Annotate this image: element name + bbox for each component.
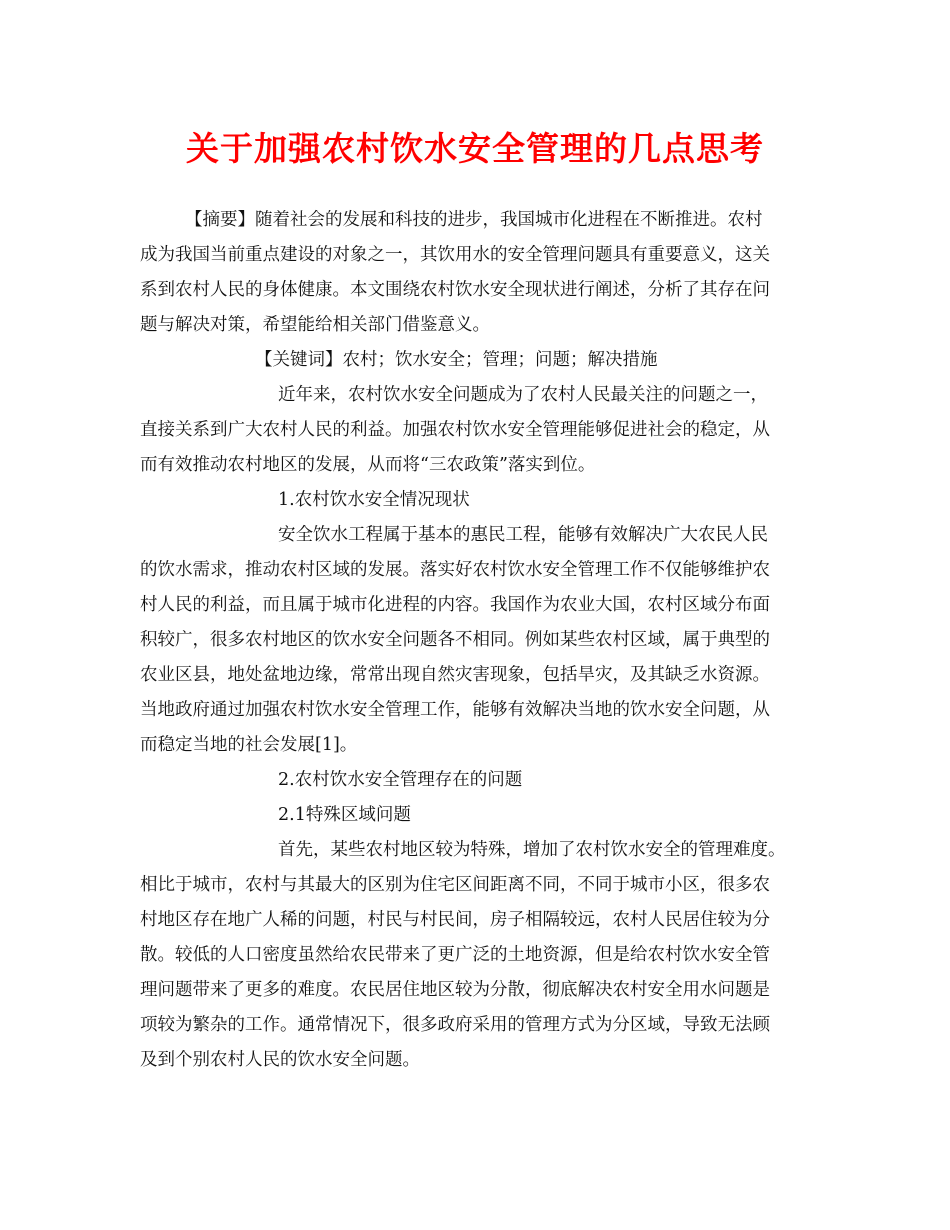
section-2-1-line: 相比于城市，农村与其最大的区别为住宅区间距离不同，不同于城市小区，很多农 <box>140 875 770 895</box>
section-1-line: 农业区县，地处盆地边缘，常常出现自然灾害现象，包括旱灾，及其缺乏水资源。 <box>140 665 770 685</box>
section-1-line: 而稳定当地的社会发展[1]。 <box>140 735 358 755</box>
section-2-1-line: 散。较低的人口密度虽然给农民带来了更广泛的土地资源，但是给农村饮水安全管 <box>140 945 770 965</box>
section-1-line: 当地政府通过加强农村饮水安全管理工作，能够有效解决当地的饮水安全问题，从 <box>140 700 770 720</box>
intro-line: 而有效推动农村地区的发展，从而将“三农政策”落实到位。 <box>140 455 596 475</box>
section-1-line: 的饮水需求，推动农村区域的发展。落实好农村饮水安全管理工作不仅能够维护农 <box>140 560 770 580</box>
section-2-1-heading: 2.1特殊区域问题 <box>278 805 411 825</box>
section-2-1-line: 项较为繁杂的工作。通常情况下，很多政府采用的管理方式为分区域，导致无法顾 <box>140 1015 770 1035</box>
section-1-line: 村人民的利益，而且属于城市化进程的内容。我国作为农业大国，农村区域分布面 <box>140 595 770 615</box>
intro-line: 近年来，农村饮水安全问题成为了农村人民最关注的问题之一， <box>278 385 768 405</box>
section-1-line: 积较广，很多农村地区的饮水安全问题各不相同。例如某些农村区域，属于典型的 <box>140 630 770 650</box>
document-title: 关于加强农村饮水安全管理的几点思考 <box>186 129 764 168</box>
section-2-1-line: 首先，某些农村地区较为特殊，增加了农村饮水安全的管理难度。 <box>278 840 786 860</box>
abstract-line: 【摘要】随着社会的发展和科技的进步，我国城市化进程在不断推进。农村 <box>185 210 763 230</box>
abstract-line: 成为我国当前重点建设的对象之一，其饮用水的安全管理问题具有重要意义，这关 <box>140 245 770 265</box>
section-1-heading: 1.农村饮水安全情况现状 <box>278 490 470 510</box>
section-2-1-line: 理问题带来了更多的难度。农民居住地区较为分散，彻底解决农村安全用水问题是 <box>140 980 770 1000</box>
abstract-line: 题与解决对策，希望能给相关部门借鉴意义。 <box>140 315 490 335</box>
section-1-line: 安全饮水工程属于基本的惠民工程，能够有效解决广大农民人民 <box>278 525 768 545</box>
section-2-heading: 2.农村饮水安全管理存在的问题 <box>278 770 523 790</box>
abstract-line: 系到农村人民的身体健康。本文围绕农村饮水安全现状进行阐述，分析了其存在问 <box>140 280 770 300</box>
intro-line: 直接关系到广大农村人民的利益。加强农村饮水安全管理能够促进社会的稳定，从 <box>140 420 770 440</box>
section-2-1-line: 及到个别农村人民的饮水安全问题。 <box>140 1050 420 1070</box>
keywords-line: 【关键词】农村；饮水安全；管理；问题；解决措施 <box>255 350 658 370</box>
section-2-1-line: 村地区存在地广人稀的问题，村民与村民间，房子相隔较远，农村人民居住较为分 <box>140 910 770 930</box>
